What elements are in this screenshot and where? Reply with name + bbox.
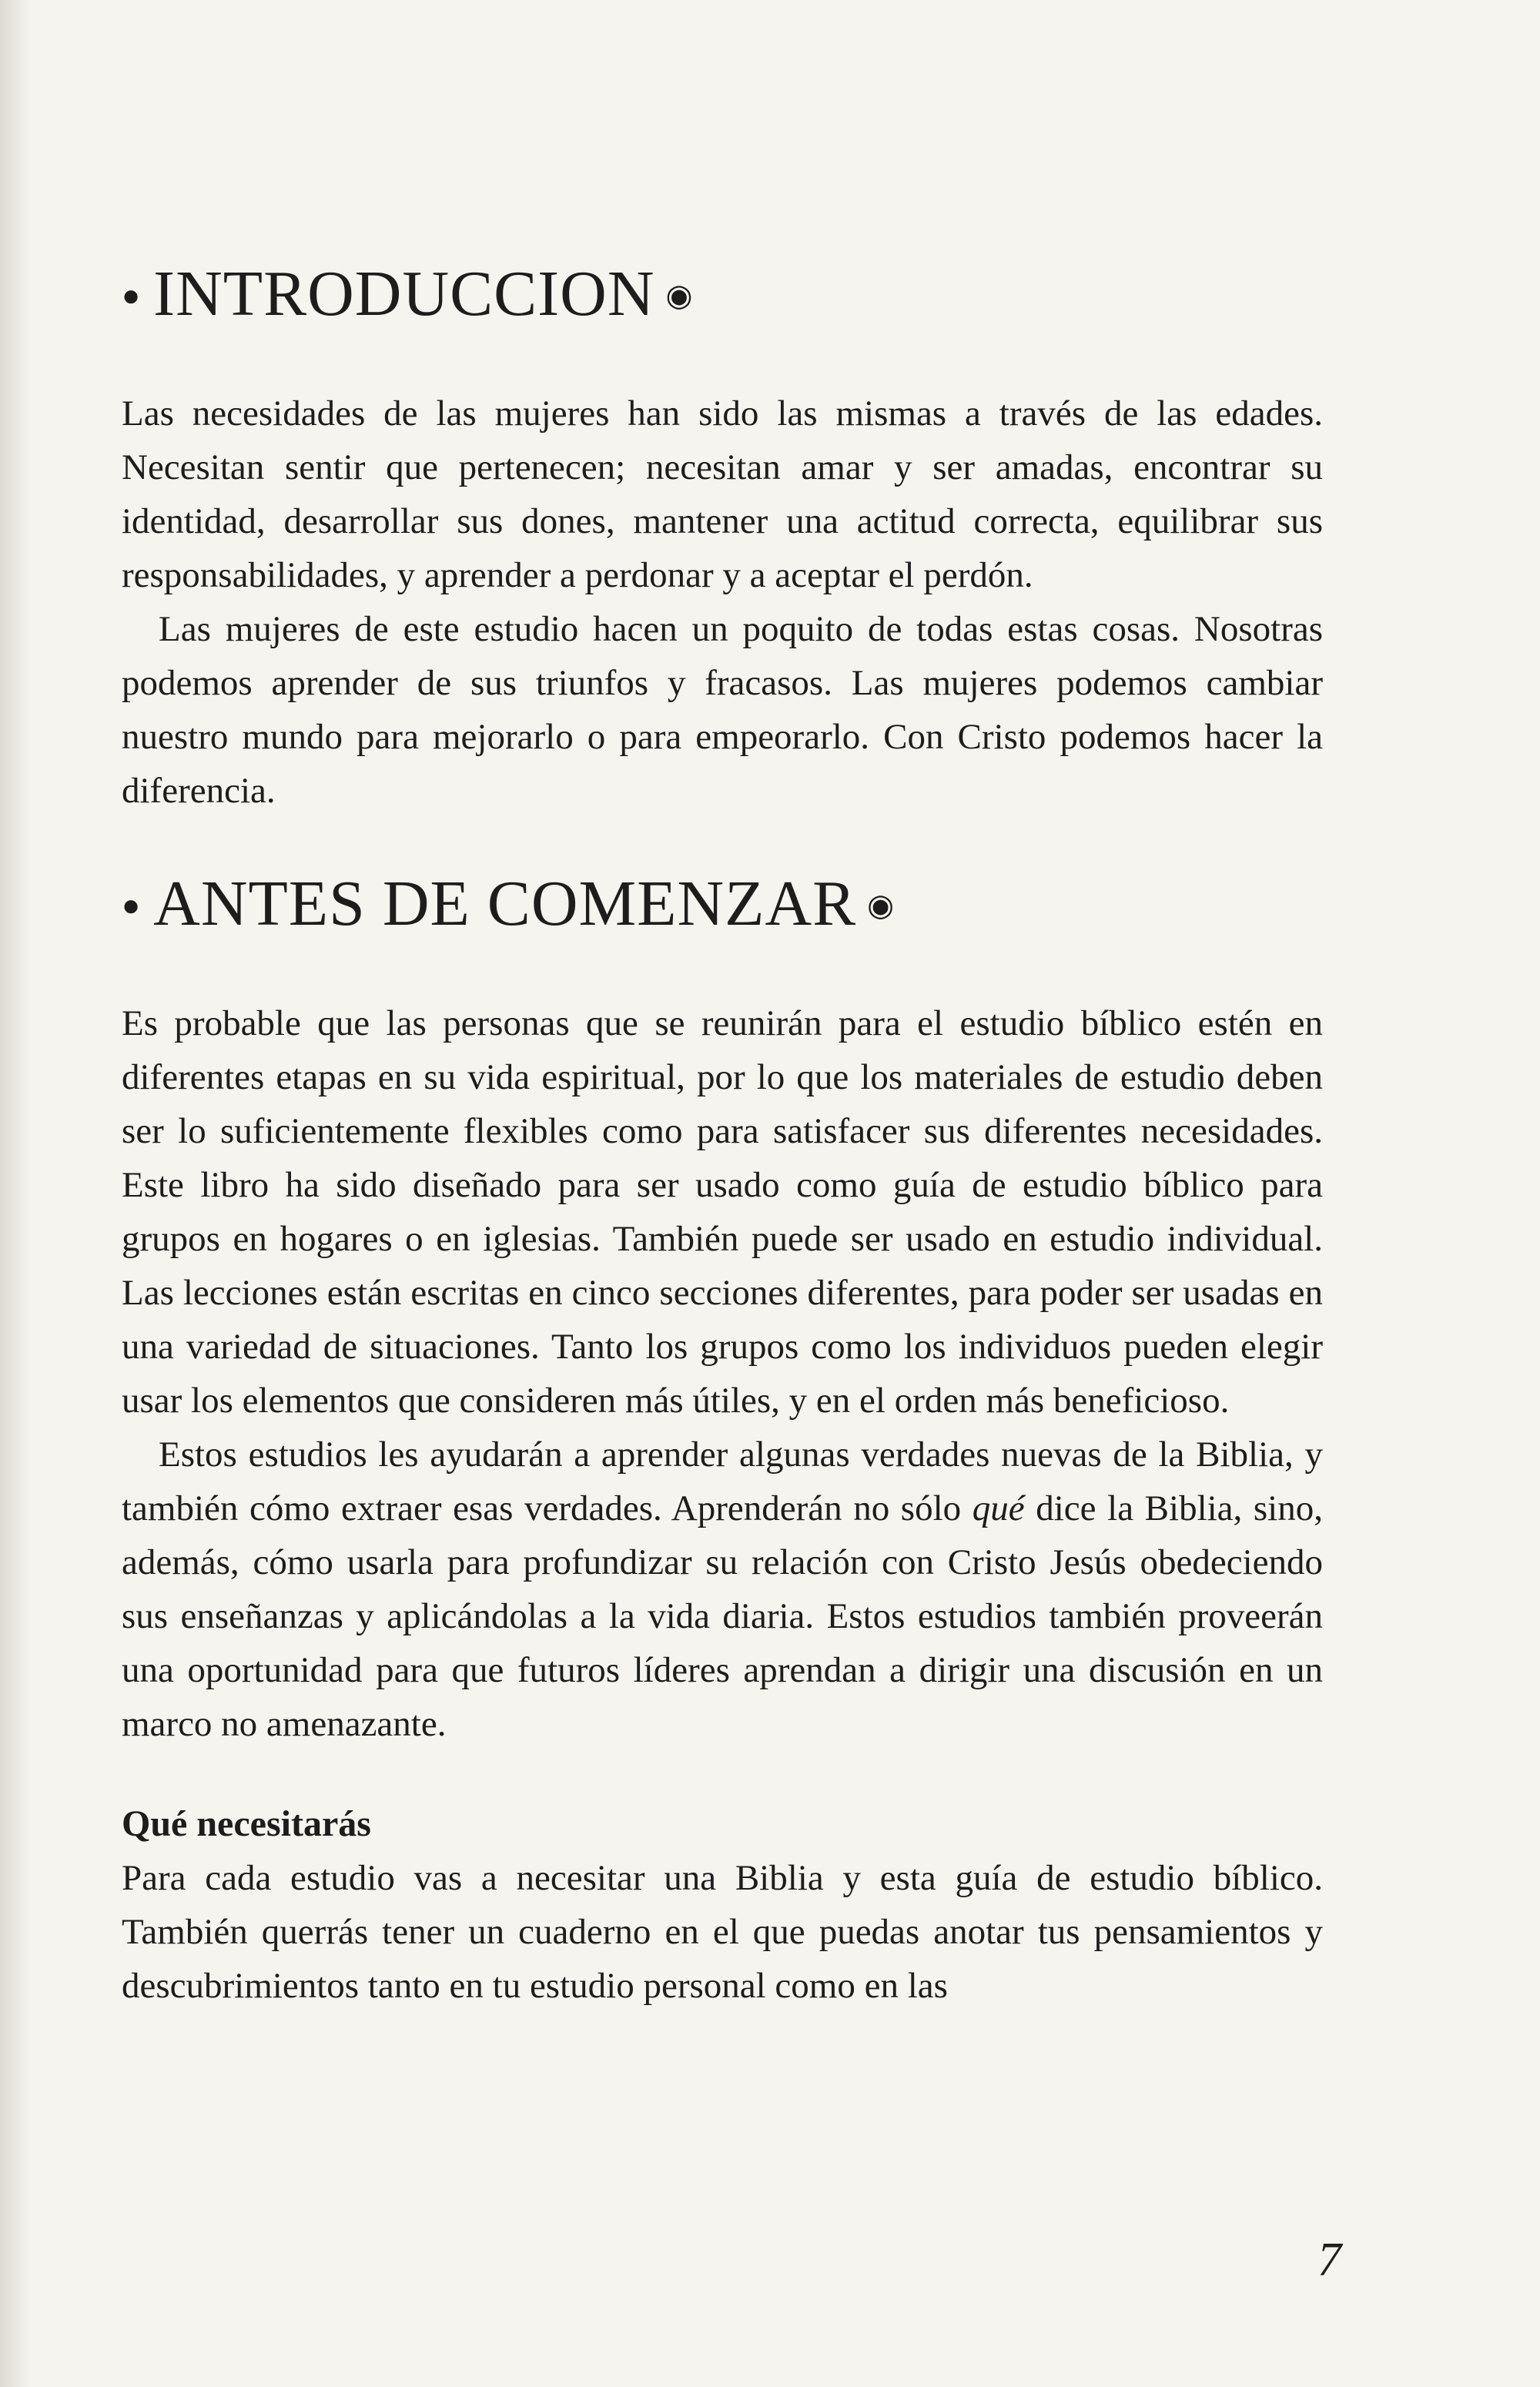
antes-paragraph: Es probable que las personas que se reunirán para el estudio bíblico estén en diferentes etapas en su vida espiritual, por lo que los materiales de estudio deben ser lo suficientemente flexibles como para satisfacer sus diferentes necesidades. Este libro ha sido diseñado para ser usado como guía de estudio bíblico para grupos en hogares o en iglesias. También puede ser usado en estudio individual. Las lecciones están escritas en cinco secciones diferentes, para poder ser usadas en una variedad de situaciones. Tanto los grupos como los individuos pueden elegir usar los elementos que consideren más útiles, y en el orden más beneficioso. <box>122 1003 1323 1421</box>
bullet-ring-icon: ◉ <box>665 277 694 313</box>
bullet-dot-icon: ● <box>122 887 142 922</box>
page-number: 7 <box>1317 2234 1341 2286</box>
bullet-ring-icon: ◉ <box>867 887 896 922</box>
page-content <box>122 258 1323 2013</box>
emphasis-que: qué <box>972 1488 1025 1528</box>
necesitaras-paragraph: Para cada estudio vas a necesitar una Biblia y esta guía de estudio bíblico. También querrás tener un cuaderno en el que puedas anotar tus pensamientos y descubrimientos tanto en tu estudio personal como en las <box>122 1858 1323 2006</box>
intro-paragraph: Las mujeres de este estudio hacen un poquito de todas estas cosas. Nosotras podemos aprender de sus triunfos y fracasos. Las mujeres podemos cambiar nuestro mundo para mejorarlo o para empeorarlo. Con Cristo podemos hacer la diferencia. <box>122 609 1323 811</box>
bullet-dot-icon: ● <box>122 277 142 313</box>
page-gutter-shadow <box>0 0 31 2387</box>
antes-paragraph: Estos estudios les ayudarán a aprender algunas verdades nuevas de la Biblia, y también cómo extraer esas verdades. Aprenderán no sólo qué dice la Biblia, sino, además, cómo usarla para profundizar su relación con Cristo Jesús obedeciendo sus enseñanzas y aplicándolas a la vida diaria. Estos estudios también proveerán una oportunidad para que futuros líderes aprendan a dirigir una discusión en un marco no amenazante. <box>122 1435 1323 1744</box>
subheading-que-necesitaras: Qué necesitarás <box>122 1803 371 1844</box>
section-heading-antes-de-comenzar: ● ANTES DE COMENZAR ◉ <box>122 868 896 939</box>
section-heading-introduccion: ● INTRODUCCION ◉ <box>122 258 694 330</box>
intro-paragraph: Las necesidades de las mujeres han sido las mismas a través de las edades. Necesitan sentir que pertenecen; necesitan amar y ser amadas, encontrar su identidad, desarrollar sus dones, mantener una actitud correcta, equilibrar sus responsabilidades, y aprender a perdonar y a aceptar el perdón. <box>122 393 1323 595</box>
